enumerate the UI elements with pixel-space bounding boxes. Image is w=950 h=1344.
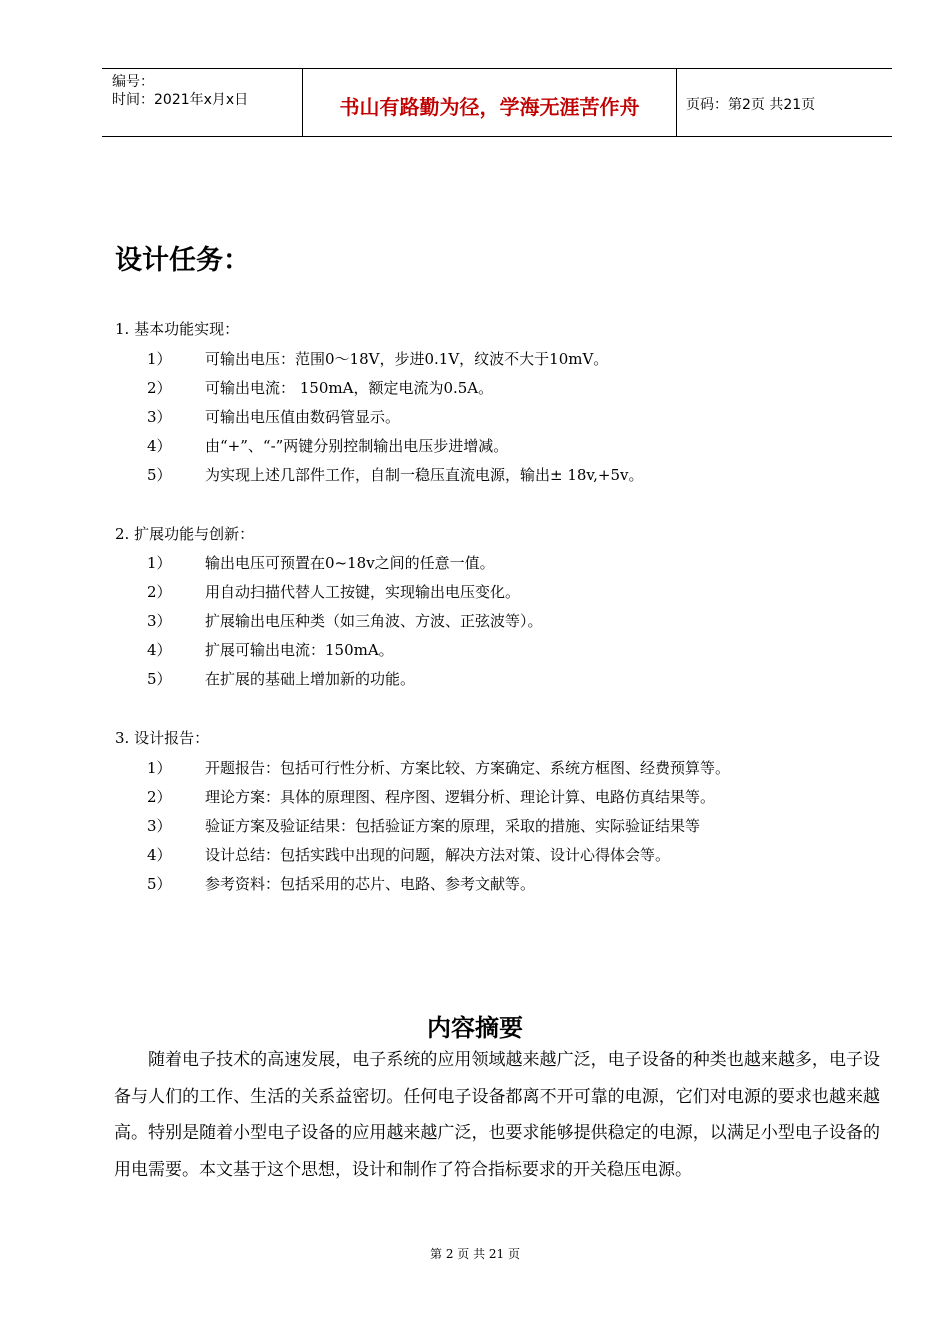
item-text: 可输出电压值由数码管显示。 [205,408,401,426]
page-footer: 第 2 页 共 21 页 [430,1247,520,1261]
item-number: 3） [147,408,172,426]
item-number: 2） [147,788,172,806]
abstract-title: 内容摘要 [427,1014,523,1042]
list-item [147,348,608,369]
list-item [147,873,535,894]
item-text: 参考资料：包括采用的芯片、电路、参考文献等。 [205,875,536,893]
list-item [147,639,394,660]
number-label: 编号： [112,74,154,90]
item-number: 1） [147,759,172,777]
list-item [147,552,495,573]
item-number: 4） [147,641,172,659]
header-motto-cell [302,69,677,136]
list-item [147,757,730,778]
list-item [147,435,508,456]
item-text: 为实现上述几部件工作，自制一稳压直流电源，输出± 18v,+5v。 [205,466,644,484]
item-text: 开题报告：包括可行性分析、方案比较、方案确定、系统方框图、经费预算等。 [205,759,731,777]
header-info-cell [102,69,302,136]
item-number: 1） [147,554,172,572]
section-title-report: 3. 设计报告： [115,729,210,747]
section-title-basic: 1. 基本功能实现： [115,320,240,338]
item-number: 1） [147,350,172,368]
task-title: 设计任务： [115,245,250,276]
item-number: 3） [147,817,172,835]
item-number: 4） [147,437,172,455]
item-text: 理论方案：具体的原理图、程序图、逻辑分析、理论计算、电路仿真结果等。 [205,788,716,806]
list-item [147,786,715,807]
item-text: 验证方案及验证结果：包括验证方案的原理，采取的措施、实际验证结果等 [205,817,701,835]
item-number: 5） [147,875,172,893]
list-item [147,668,415,689]
item-text: 可输出电压：范围0～18V，步进0.1V，纹波不大于10mV。 [205,350,609,368]
list-item [147,610,543,631]
item-number: 4） [147,846,172,864]
list-item [147,377,493,398]
list-item [147,406,400,427]
section-title-extension: 2. 扩展功能与创新： [115,525,255,543]
item-text: 扩展输出电压种类（如三角波、方波、正弦波等）。 [205,612,543,630]
list-item [147,581,520,602]
item-number: 2） [147,379,172,397]
list-item [147,464,643,485]
abstract-paragraph: 随着电子技术的高速发展，电子系统的应用领域越来越广泛，电子设备的种类也越来越多，电子设备与人们的工作、生活的关系益密切。任何电子设备都离不开可靠的电源，它们对电源的要求也越来越高。特别是随着小型电子设备的应用越来越广泛，也要求能够提供稳定的电源，以满足小型电子设备的用电需要。本文基于这个思想，设计和制作了符合指标要求的开关稳压电源。 [114,1050,880,1180]
item-text: 设计总结：包括实践中出现的问题，解决方法对策、设计心得体会等。 [205,846,671,864]
item-number: 3） [147,612,172,630]
item-text: 输出电压可预置在0~18v之间的任意一值。 [205,554,495,572]
page-number-label: 页码：第2页 共21页 [686,97,816,113]
list-item [147,844,670,865]
item-text: 扩展可输出电流：150mA。 [205,641,394,659]
motto-text: 书山有路勤为径，学海无涯苦作舟 [339,95,640,119]
list-item [147,815,700,836]
time-label: 时间：2021年x月x日 [112,92,249,108]
item-number: 5） [147,670,172,688]
item-number: 2） [147,583,172,601]
item-text: 可输出电流： 150mA，额定电流为0.5A。 [205,379,494,397]
page-header [102,68,892,137]
item-text: 用自动扫描代替人工按键，实现输出电压变化。 [205,583,521,601]
item-number: 5） [147,466,172,484]
item-text: 在扩展的基础上增加新的功能。 [205,670,416,688]
item-text: 由“+”、“-”两键分别控制输出电压步进增减。 [205,437,509,455]
header-page-cell [676,69,892,136]
